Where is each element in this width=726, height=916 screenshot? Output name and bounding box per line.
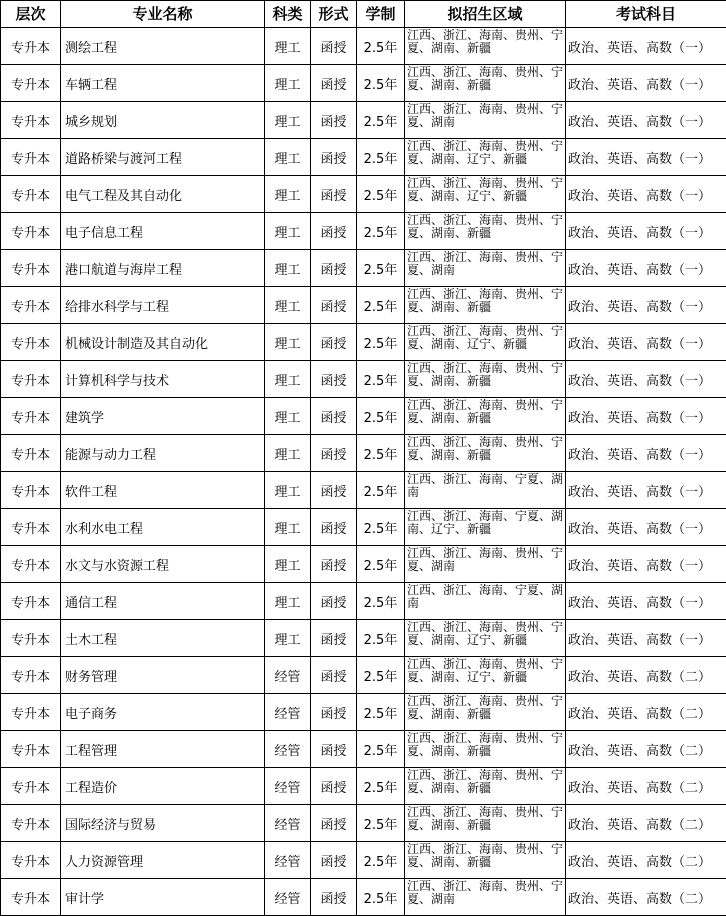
cell-category: 理工	[265, 287, 311, 324]
cell-region: 江西、浙江、海南、贵州、宁夏、湖南、辽宁、新疆	[405, 324, 566, 361]
cell-region: 江西、浙江、海南、贵州、宁夏、湖南、新疆	[405, 731, 566, 768]
cell-major: 港口航道与海岸工程	[61, 250, 265, 287]
cell-form: 函授	[311, 583, 357, 620]
table-row	[1, 620, 726, 657]
table-row	[1, 139, 726, 176]
cell-form: 函授	[311, 361, 357, 398]
cell-region: 江西、浙江、海南、贵州、宁夏、湖南、新疆	[405, 28, 566, 65]
cell-form: 函授	[311, 287, 357, 324]
cell-category: 理工	[265, 65, 311, 102]
cell-level: 专升本	[1, 176, 61, 213]
cell-major: 通信工程	[61, 583, 265, 620]
cell-category: 经管	[265, 842, 311, 879]
cell-years: 2.5年	[357, 324, 405, 361]
cell-form: 函授	[311, 435, 357, 472]
cell-level: 专升本	[1, 287, 61, 324]
cell-region: 江西、浙江、海南、贵州、宁夏、湖南、新疆	[405, 213, 566, 250]
cell-level: 专升本	[1, 731, 61, 768]
cell-category: 理工	[265, 620, 311, 657]
cell-subjects: 政治、英语、高数（一）	[566, 583, 726, 620]
cell-subjects: 政治、英语、高数（一）	[566, 28, 726, 65]
cell-category: 经管	[265, 805, 311, 842]
cell-form: 函授	[311, 250, 357, 287]
cell-subjects: 政治、英语、高数（一）	[566, 435, 726, 472]
cell-level: 专升本	[1, 398, 61, 435]
table-body	[1, 28, 726, 916]
cell-form: 函授	[311, 657, 357, 694]
cell-level: 专升本	[1, 139, 61, 176]
cell-years: 2.5年	[357, 879, 405, 916]
cell-region: 江西、浙江、海南、贵州、宁夏、湖南、辽宁、新疆	[405, 139, 566, 176]
cell-form: 函授	[311, 509, 357, 546]
cell-form: 函授	[311, 398, 357, 435]
cell-subjects: 政治、英语、高数（一）	[566, 620, 726, 657]
cell-region: 江西、浙江、海南、贵州、宁夏、湖南、新疆	[405, 694, 566, 731]
table-row	[1, 694, 726, 731]
cell-years: 2.5年	[357, 842, 405, 879]
cell-category: 理工	[265, 361, 311, 398]
cell-form: 函授	[311, 65, 357, 102]
cell-form: 函授	[311, 842, 357, 879]
cell-form: 函授	[311, 694, 357, 731]
header-level: 层次	[1, 1, 61, 28]
header-form: 形式	[311, 1, 357, 28]
header-major: 专业名称	[61, 1, 265, 28]
cell-subjects: 政治、英语、高数（一）	[566, 213, 726, 250]
cell-major: 土木工程	[61, 620, 265, 657]
cell-category: 经管	[265, 657, 311, 694]
cell-major: 审计学	[61, 879, 265, 916]
cell-years: 2.5年	[357, 509, 405, 546]
cell-subjects: 政治、英语、高数（二）	[566, 805, 726, 842]
table-row	[1, 435, 726, 472]
table-row	[1, 287, 726, 324]
header-subjects: 考试科目	[566, 1, 726, 28]
cell-subjects: 政治、英语、高数（二）	[566, 731, 726, 768]
cell-subjects: 政治、英语、高数（一）	[566, 287, 726, 324]
cell-level: 专升本	[1, 768, 61, 805]
table-row	[1, 842, 726, 879]
cell-major: 车辆工程	[61, 65, 265, 102]
cell-category: 经管	[265, 879, 311, 916]
cell-form: 函授	[311, 176, 357, 213]
cell-category: 理工	[265, 213, 311, 250]
cell-years: 2.5年	[357, 620, 405, 657]
cell-major: 给排水科学与工程	[61, 287, 265, 324]
table-row	[1, 28, 726, 65]
cell-years: 2.5年	[357, 694, 405, 731]
cell-years: 2.5年	[357, 176, 405, 213]
table-row	[1, 583, 726, 620]
cell-level: 专升本	[1, 361, 61, 398]
cell-years: 2.5年	[357, 731, 405, 768]
cell-level: 专升本	[1, 472, 61, 509]
cell-form: 函授	[311, 213, 357, 250]
cell-region: 江西、浙江、海南、宁夏、湖南	[405, 583, 566, 620]
cell-major: 国际经济与贸易	[61, 805, 265, 842]
cell-level: 专升本	[1, 842, 61, 879]
cell-level: 专升本	[1, 102, 61, 139]
cell-region: 江西、浙江、海南、贵州、宁夏、湖南、新疆	[405, 361, 566, 398]
cell-major: 电子信息工程	[61, 213, 265, 250]
cell-region: 江西、浙江、海南、贵州、宁夏、湖南、新疆	[405, 65, 566, 102]
cell-level: 专升本	[1, 694, 61, 731]
cell-major: 道路桥梁与渡河工程	[61, 139, 265, 176]
cell-subjects: 政治、英语、高数（二）	[566, 657, 726, 694]
cell-subjects: 政治、英语、高数（一）	[566, 176, 726, 213]
table-row	[1, 879, 726, 916]
cell-major: 人力资源管理	[61, 842, 265, 879]
cell-category: 理工	[265, 139, 311, 176]
table-row	[1, 65, 726, 102]
cell-major: 能源与动力工程	[61, 435, 265, 472]
cell-form: 函授	[311, 546, 357, 583]
cell-years: 2.5年	[357, 546, 405, 583]
cell-region: 江西、浙江、海南、贵州、宁夏、湖南、新疆	[405, 842, 566, 879]
cell-major: 软件工程	[61, 472, 265, 509]
cell-subjects: 政治、英语、高数（一）	[566, 65, 726, 102]
cell-category: 理工	[265, 546, 311, 583]
cell-major: 计算机科学与技术	[61, 361, 265, 398]
cell-region: 江西、浙江、海南、宁夏、湖南、辽宁、新疆	[405, 509, 566, 546]
table-row	[1, 213, 726, 250]
header-category: 科类	[265, 1, 311, 28]
table-row	[1, 176, 726, 213]
header-row	[1, 1, 726, 28]
cell-level: 专升本	[1, 657, 61, 694]
cell-years: 2.5年	[357, 65, 405, 102]
table-row	[1, 250, 726, 287]
table-row	[1, 657, 726, 694]
cell-category: 理工	[265, 472, 311, 509]
cell-level: 专升本	[1, 620, 61, 657]
cell-region: 江西、浙江、海南、贵州、宁夏、湖南	[405, 879, 566, 916]
cell-years: 2.5年	[357, 398, 405, 435]
cell-level: 专升本	[1, 65, 61, 102]
cell-region: 江西、浙江、海南、贵州、宁夏、湖南、辽宁、新疆	[405, 176, 566, 213]
cell-major: 工程管理	[61, 731, 265, 768]
cell-major: 建筑学	[61, 398, 265, 435]
cell-years: 2.5年	[357, 435, 405, 472]
cell-level: 专升本	[1, 213, 61, 250]
header-region: 拟招生区域	[405, 1, 566, 28]
cell-category: 理工	[265, 176, 311, 213]
cell-years: 2.5年	[357, 102, 405, 139]
cell-region: 江西、浙江、海南、贵州、宁夏、湖南、新疆	[405, 768, 566, 805]
cell-level: 专升本	[1, 435, 61, 472]
cell-years: 2.5年	[357, 657, 405, 694]
cell-form: 函授	[311, 324, 357, 361]
table-row	[1, 546, 726, 583]
cell-level: 专升本	[1, 324, 61, 361]
cell-category: 理工	[265, 28, 311, 65]
cell-category: 理工	[265, 102, 311, 139]
cell-form: 函授	[311, 879, 357, 916]
cell-major: 水文与水资源工程	[61, 546, 265, 583]
cell-subjects: 政治、英语、高数（一）	[566, 398, 726, 435]
cell-major: 测绘工程	[61, 28, 265, 65]
cell-region: 江西、浙江、海南、贵州、宁夏、湖南、辽宁、新疆	[405, 657, 566, 694]
cell-category: 经管	[265, 768, 311, 805]
cell-level: 专升本	[1, 546, 61, 583]
cell-form: 函授	[311, 102, 357, 139]
cell-years: 2.5年	[357, 361, 405, 398]
table-row	[1, 398, 726, 435]
cell-form: 函授	[311, 28, 357, 65]
cell-major: 工程造价	[61, 768, 265, 805]
cell-form: 函授	[311, 620, 357, 657]
cell-subjects: 政治、英语、高数（一）	[566, 139, 726, 176]
cell-form: 函授	[311, 768, 357, 805]
cell-form: 函授	[311, 472, 357, 509]
cell-region: 江西、浙江、海南、贵州、宁夏、湖南、新疆	[405, 398, 566, 435]
cell-level: 专升本	[1, 509, 61, 546]
cell-level: 专升本	[1, 250, 61, 287]
table-row	[1, 509, 726, 546]
table-row	[1, 361, 726, 398]
cell-region: 江西、浙江、海南、贵州、宁夏、湖南、辽宁、新疆	[405, 620, 566, 657]
cell-category: 理工	[265, 583, 311, 620]
cell-subjects: 政治、英语、高数（一）	[566, 250, 726, 287]
cell-years: 2.5年	[357, 287, 405, 324]
cell-level: 专升本	[1, 28, 61, 65]
cell-years: 2.5年	[357, 139, 405, 176]
table-row	[1, 731, 726, 768]
cell-subjects: 政治、英语、高数（一）	[566, 324, 726, 361]
cell-major: 水利水电工程	[61, 509, 265, 546]
cell-years: 2.5年	[357, 768, 405, 805]
cell-category: 理工	[265, 509, 311, 546]
cell-level: 专升本	[1, 805, 61, 842]
cell-category: 经管	[265, 694, 311, 731]
cell-form: 函授	[311, 805, 357, 842]
cell-major: 财务管理	[61, 657, 265, 694]
cell-years: 2.5年	[357, 213, 405, 250]
cell-subjects: 政治、英语、高数（二）	[566, 694, 726, 731]
cell-category: 理工	[265, 324, 311, 361]
cell-years: 2.5年	[357, 250, 405, 287]
cell-category: 理工	[265, 435, 311, 472]
cell-region: 江西、浙江、海南、贵州、宁夏、湖南	[405, 546, 566, 583]
cell-major: 机械设计制造及其自动化	[61, 324, 265, 361]
cell-major: 电气工程及其自动化	[61, 176, 265, 213]
cell-region: 江西、浙江、海南、贵州、宁夏、湖南	[405, 102, 566, 139]
cell-region: 江西、浙江、海南、贵州、宁夏、湖南、新疆	[405, 805, 566, 842]
cell-years: 2.5年	[357, 583, 405, 620]
cell-form: 函授	[311, 139, 357, 176]
cell-subjects: 政治、英语、高数（一）	[566, 102, 726, 139]
cell-subjects: 政治、英语、高数（二）	[566, 768, 726, 805]
cell-region: 江西、浙江、海南、贵州、宁夏、湖南、新疆	[405, 287, 566, 324]
cell-region: 江西、浙江、海南、宁夏、湖南	[405, 472, 566, 509]
cell-subjects: 政治、英语、高数（二）	[566, 879, 726, 916]
cell-major: 城乡规划	[61, 102, 265, 139]
table-row	[1, 805, 726, 842]
cell-region: 江西、浙江、海南、贵州、宁夏、湖南、新疆	[405, 435, 566, 472]
cell-form: 函授	[311, 731, 357, 768]
table-row	[1, 324, 726, 361]
cell-level: 专升本	[1, 879, 61, 916]
table-row	[1, 102, 726, 139]
cell-subjects: 政治、英语、高数（二）	[566, 842, 726, 879]
cell-subjects: 政治、英语、高数（一）	[566, 546, 726, 583]
cell-category: 经管	[265, 731, 311, 768]
cell-subjects: 政治、英语、高数（一）	[566, 509, 726, 546]
cell-level: 专升本	[1, 583, 61, 620]
cell-category: 理工	[265, 250, 311, 287]
cell-region: 江西、浙江、海南、贵州、宁夏、湖南	[405, 250, 566, 287]
cell-years: 2.5年	[357, 472, 405, 509]
cell-years: 2.5年	[357, 805, 405, 842]
cell-major: 电子商务	[61, 694, 265, 731]
header-years: 学制	[357, 1, 405, 28]
cell-subjects: 政治、英语、高数（一）	[566, 472, 726, 509]
table-row	[1, 472, 726, 509]
cell-years: 2.5年	[357, 28, 405, 65]
cell-category: 理工	[265, 398, 311, 435]
table-row	[1, 768, 726, 805]
cell-subjects: 政治、英语、高数（一）	[566, 361, 726, 398]
